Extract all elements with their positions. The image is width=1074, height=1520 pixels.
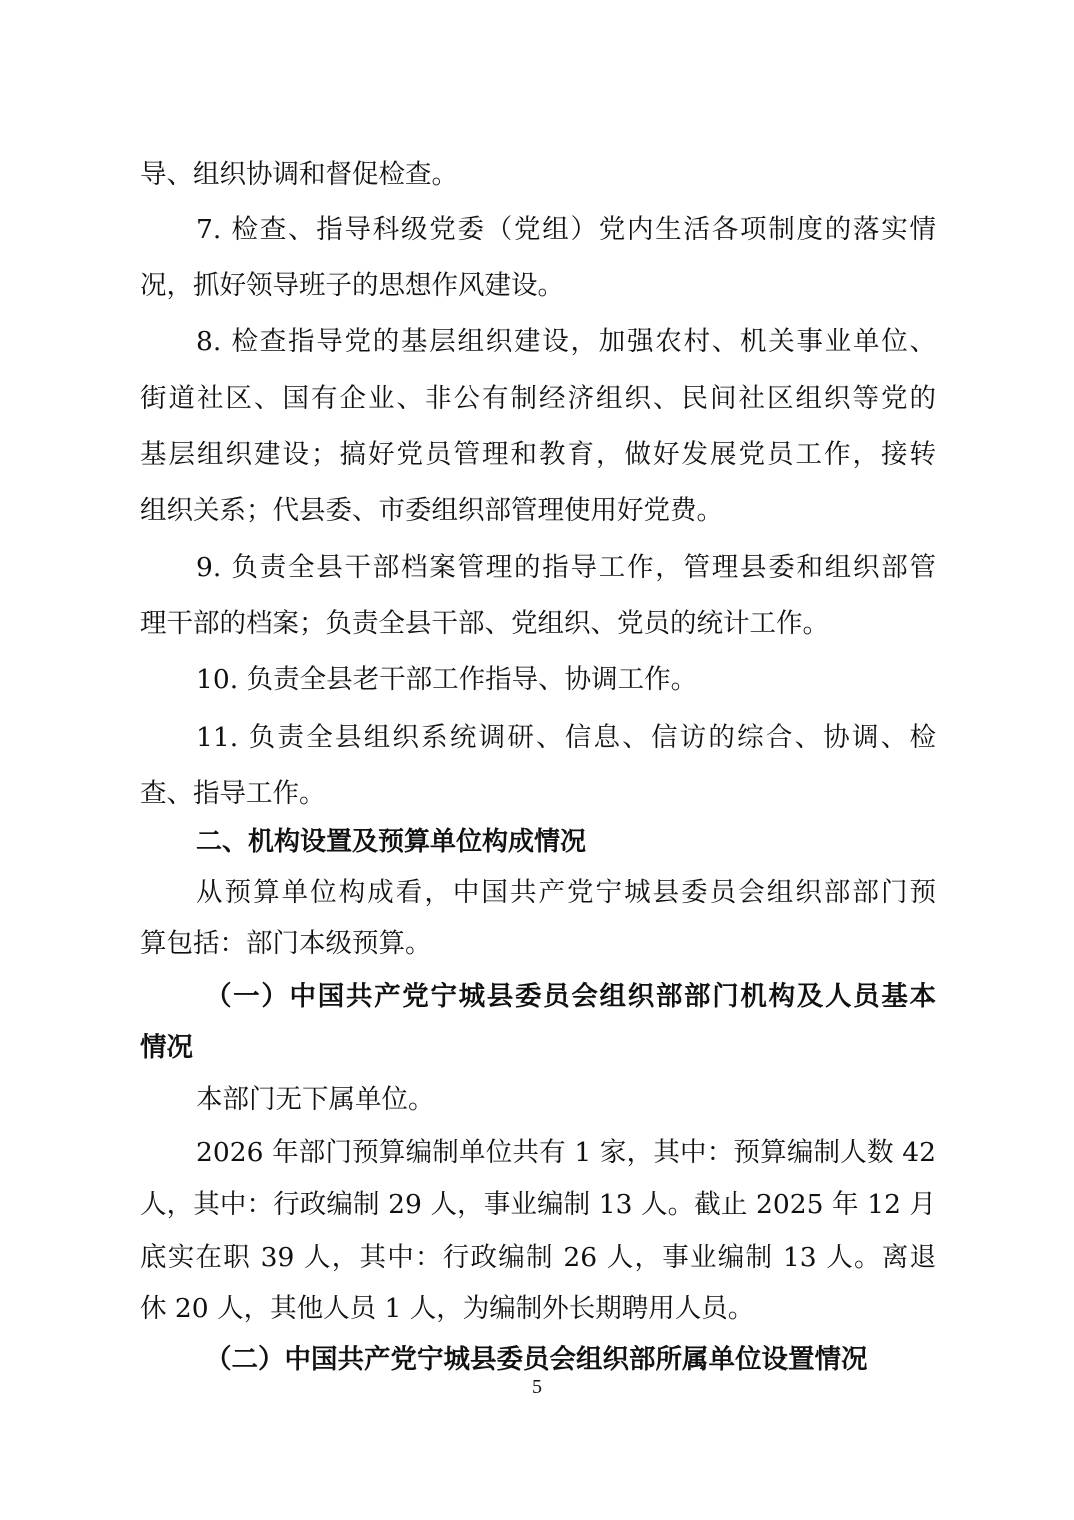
list-item-8-line-1: 8. 检查指导党的基层组织建设，加强农村、机关事业单位、 — [196, 326, 936, 357]
subsection-heading-1-line-1: （一）中国共产党宁城县委员会组织部部门机构及人员基本 — [205, 981, 936, 1012]
subsection-heading-1-line-2: 情况 — [140, 1032, 193, 1063]
list-item-9-line-1: 9. 负责全县干部档案管理的指导工作，管理县委和组织部管 — [196, 552, 936, 583]
paragraph-line-2: 算包括：部门本级预算。 — [140, 928, 432, 959]
staffing-line-4: 休 20 人，其他人员 1 人，为编制外长期聘用人员。 — [140, 1293, 755, 1324]
text-line: 导、组织协调和督促检查。 — [140, 159, 458, 190]
list-item-11-line-2: 查、指导工作。 — [140, 778, 326, 809]
paragraph-line: 本部门无下属单位。 — [196, 1084, 435, 1115]
subsection-heading-2: （二）中国共产党宁城县委员会组织部所属单位设置情况 — [205, 1344, 868, 1375]
section-heading: 二、机构设置及预算单位构成情况 — [196, 827, 587, 857]
list-item-8-line-2: 街道社区、国有企业、非公有制经济组织、民间社区组织等党的 — [140, 383, 936, 414]
staffing-line-3: 底实在职 39 人，其中：行政编制 26 人，事业编制 13 人。离退 — [140, 1242, 936, 1273]
list-item-10: 10. 负责全县老干部工作指导、协调工作。 — [196, 664, 698, 695]
list-item-8-line-3: 基层组织建设；搞好党员管理和教育，做好发展党员工作，接转 — [140, 439, 936, 470]
list-item-8-line-4: 组织关系；代县委、市委组织部管理使用好党费。 — [140, 495, 723, 526]
list-item-7-line-1: 7. 检查、指导科级党委（党组）党内生活各项制度的落实情 — [196, 214, 936, 245]
staffing-line-2: 人，其中：行政编制 29 人，事业编制 13 人。截止 2025 年 12 月 — [140, 1189, 936, 1220]
staffing-line-1: 2026 年部门预算编制单位共有 1 家，其中：预算编制人数 42 — [196, 1137, 936, 1168]
list-item-7-line-2: 况，抓好领导班子的思想作风建设。 — [140, 270, 564, 301]
page-number: 5 — [532, 1376, 542, 1398]
paragraph-line-1: 从预算单位构成看，中国共产党宁城县委员会组织部部门预 — [196, 877, 936, 908]
list-item-11-line-1: 11. 负责全县组织系统调研、信息、信访的综合、协调、检 — [196, 722, 936, 753]
list-item-9-line-2: 理干部的档案；负责全县干部、党组织、党员的统计工作。 — [140, 608, 829, 639]
